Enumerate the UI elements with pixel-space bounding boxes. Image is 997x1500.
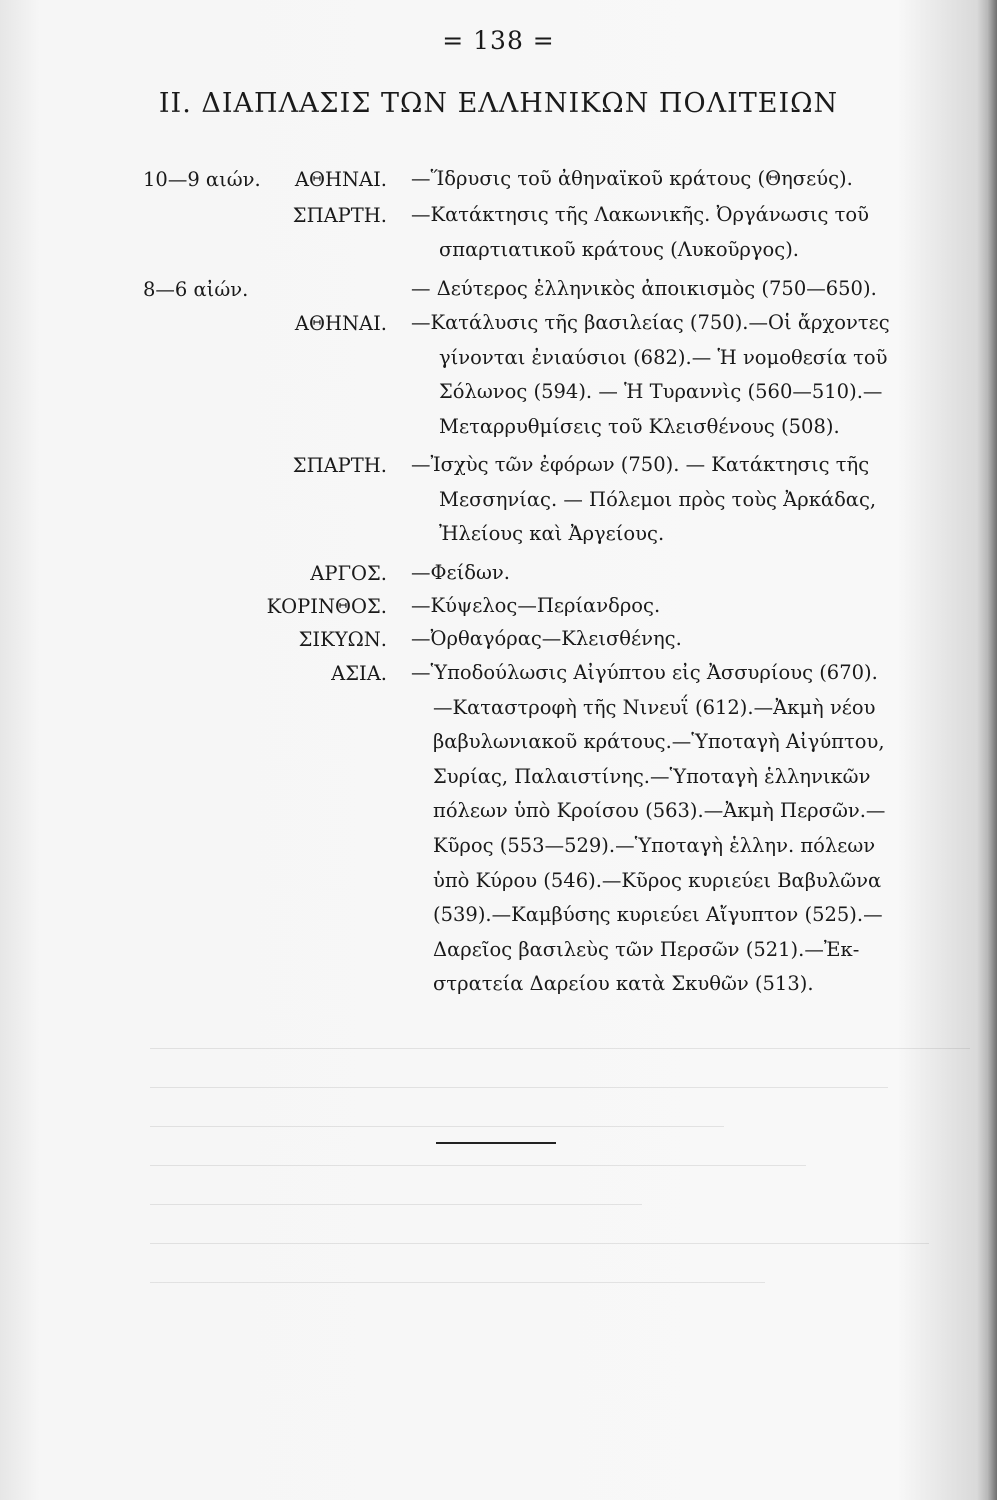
text-line: στρατεία Δαρείου κατὰ Σκυθῶν (513). <box>433 972 814 996</box>
period-label: 8—6 αἰών. <box>143 278 249 301</box>
place-label: ΣΠΑΡΤΗ. <box>292 204 387 227</box>
place-label: ΑΣΙΑ. <box>331 662 387 685</box>
text-line: Συρίας, Παλαιστίνης.—Ὑποταγὴ ἑλληνικῶν <box>433 764 871 788</box>
text-line: Μεταρρυθμίσεις τοῦ Κλεισθένους (508). <box>439 414 840 438</box>
entry-text <box>411 272 923 307</box>
text-line: σπαρτιατικοῦ κράτους (Λυκοῦργος). <box>439 237 800 261</box>
text-line: —Κατάκτησις τῆς Λακωνικῆς. Ὀργάνωσις τοῦ <box>411 203 870 226</box>
text-line: Σόλωνος (594). — Ἡ Τυραννὶς (560—510).— <box>439 380 883 404</box>
entry-text <box>411 589 923 624</box>
text-line: βαβυλωνιακοῦ κράτους.—Ὑποταγὴ Αἰγύπτου, <box>433 730 885 754</box>
text-line: —Κατάλυσις τῆς βασιλείας (750).—Οἱ ἄρχοντες <box>411 311 890 334</box>
period-label: 10—9 αιών. <box>143 168 261 191</box>
place-label: ΣΠΑΡΤΗ. <box>292 454 387 477</box>
page-edge <box>987 0 997 1500</box>
entry-text <box>411 556 923 591</box>
text-line: (539).—Καμβύσης κυριεύει Αἴγυπτον (525).— <box>433 903 883 927</box>
section-end-rule <box>436 1142 556 1144</box>
entry-text <box>411 162 923 197</box>
place-label: ΑΡΓΟΣ. <box>310 562 387 585</box>
entry-text <box>411 306 923 444</box>
chapter-title: II. ΔΙΑΠΛΑΣΙΣ ΤΩΝ ΕΛΛΗΝΙΚΩΝ ΠΟΛΙΤΕΙΩΝ <box>158 88 839 119</box>
text-line: ὑπὸ Κύρου (546).—Κῦρος κυριεύει Βαβυλῶνα <box>433 868 882 892</box>
text-line: —Ἵδρυσις τοῦ ἀθηναϊκοῦ κράτους (Θησεύς). <box>411 167 853 190</box>
entry-text <box>411 622 923 657</box>
place-label: ΚΟΡΙΝΘΟΣ. <box>266 595 387 618</box>
text-line: Μεσσηνίας. — Πόλεμοι πρὸς τοὺς Ἀρκάδας, <box>439 487 877 511</box>
text-line: —Φείδων. <box>411 561 510 584</box>
place-label: ΣΙΚΥΩΝ. <box>298 628 387 651</box>
entry-text <box>411 198 923 267</box>
page-number: = 138 = <box>442 26 555 55</box>
text-line: Κῦρος (553—529).—Ὑποταγὴ ἑλλην. πόλεων <box>433 833 876 857</box>
entry-text <box>411 448 923 552</box>
text-line: —Ὑποδούλωσις Αἰγύπτου εἰς Ἀσσυρίους (670). <box>411 661 878 684</box>
text-line: Ἠλείους καὶ Ἀργείους. <box>439 522 665 546</box>
text-line: Δαρεῖος βασιλεὺς τῶν Περσῶν (521).—Ἐκ- <box>433 937 860 961</box>
entry-text <box>411 656 923 1002</box>
place-label: ΑΘΗΝΑΙ. <box>294 168 387 191</box>
text-line: —Καταστροφὴ τῆς Νινευΐ (612).—Ἀκμὴ νέου <box>433 695 876 719</box>
text-line: —Ἰσχὺς τῶν ἐφόρων (750). — Κατάκτησις τῆς <box>411 453 870 476</box>
bleed-through-texture <box>150 1020 970 1293</box>
place-label: ΑΘΗΝΑΙ. <box>294 312 387 335</box>
text-line: —Ὀρθαγόρας—Κλεισθένης. <box>411 627 682 650</box>
text-line: πόλεων ὑπὸ Κροίσου (563).—Ἀκμὴ Περσῶν.— <box>433 799 886 823</box>
text-line: — Δεύτερος ἑλληνικὸς ἀποικισμὸς (750—650). <box>411 277 877 300</box>
text-line: —Κύψελος—Περίανδρος. <box>411 594 661 617</box>
text-line: γίνονται ἐνιαύσιοι (682).— Ἡ νομοθεσία τοῦ <box>439 345 888 369</box>
